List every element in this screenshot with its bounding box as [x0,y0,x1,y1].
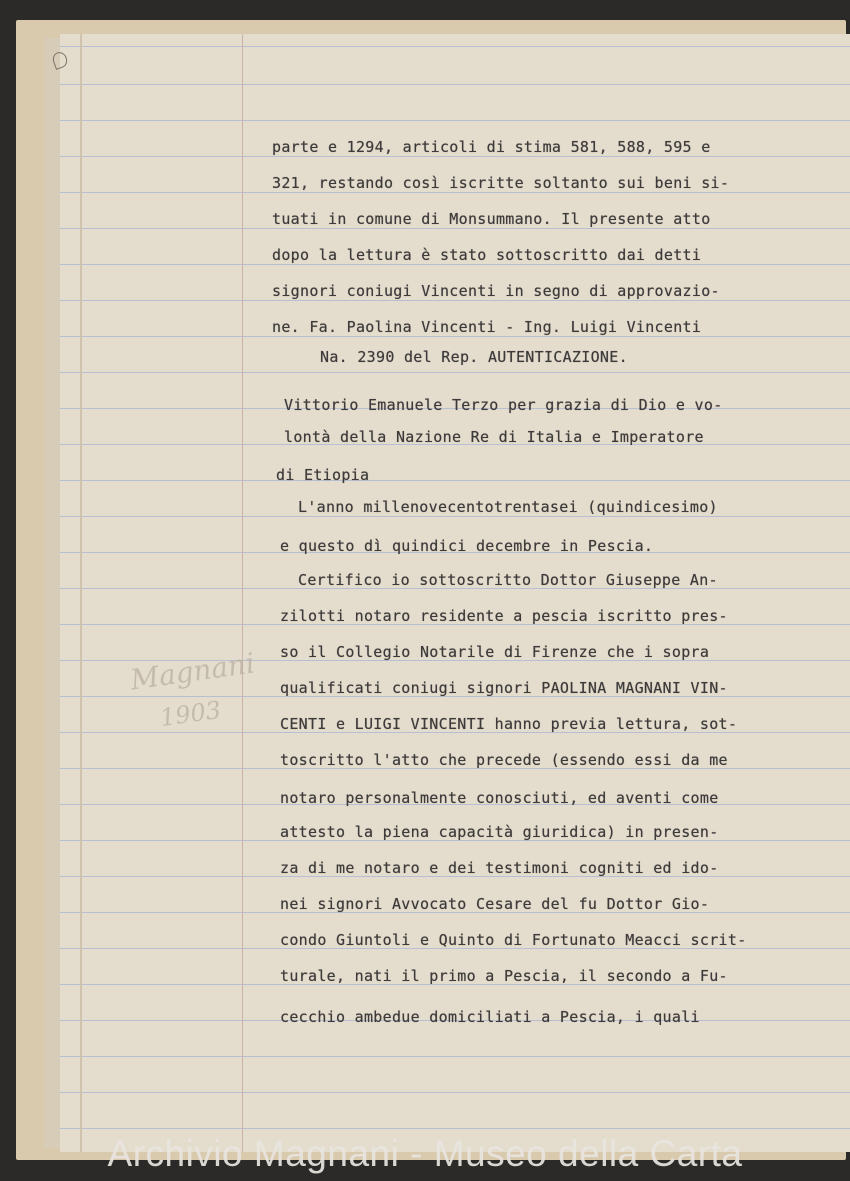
text-line: attesto la piena capacità giuridica) in presen- [280,823,719,841]
archive-watermark: Archivio Magnani - Museo della Carta [107,1133,743,1174]
text-line: L'anno millenovecentotrentasei (quindicesimo) [298,498,718,516]
text-line: ne. Fa. Paolina Vincenti - Ing. Luigi Vincenti [272,318,702,336]
text-line: parte e 1294, articoli di stima 581, 588, 595 e [272,138,711,156]
pencil-note-year: 1903 [158,695,223,733]
text-line: 321, restando così iscritte soltanto sui beni si- [272,174,730,192]
text-line: di Etiopia [276,466,370,484]
page-edge [80,34,82,1152]
text-line: toscritto l'atto che precede (essendo essi da me [280,751,728,769]
text-line: za di me notaro e dei testimoni cogniti ed ido- [280,859,719,877]
text-line: CENTI e LUIGI VINCENTI hanno previa lettura, sot- [280,715,738,733]
text-line: Vittorio Emanuele Terzo per grazia di Dio e vo- [284,396,723,414]
text-line: dopo la lettura è stato sottoscritto dai detti [272,246,702,264]
text-line: so il Collegio Notarile di Firenze che i sopra [280,643,710,661]
text-line: turale, nati il primo a Pescia, il secondo a Fu- [280,967,728,985]
text-line: lontà della Nazione Re di Italia e Imperatore [284,428,704,446]
text-line: cecchio ambedue domiciliati a Pescia, i quali [280,1008,700,1026]
text-line: qualificati coniugi signori PAOLINA MAGNANI VIN- [280,679,728,697]
pencil-note: Magnani [128,646,257,697]
text-line: Na. 2390 del Rep. AUTENTICAZIONE. [320,348,628,366]
text-line: zilotti notaro residente a pescia iscritto pres- [280,607,728,625]
text-line: nei signori Avvocato Cesare del fu Dottor Gio- [280,895,710,913]
text-line: tuati in comune di Monsummano. Il presente atto [272,210,711,228]
text-line: e questo dì quindici decembre in Pescia. [280,537,654,555]
margin-rule [242,34,243,1152]
text-line: condo Giuntoli e Quinto di Fortunato Meacci scrit- [280,931,747,949]
text-line: signori coniugi Vincenti in segno di approvazio- [272,282,720,300]
text-line: notaro personalmente conosciuti, ed aventi come [280,789,719,807]
text-line: Certifico io sottoscritto Dottor Giuseppe An- [298,571,718,589]
